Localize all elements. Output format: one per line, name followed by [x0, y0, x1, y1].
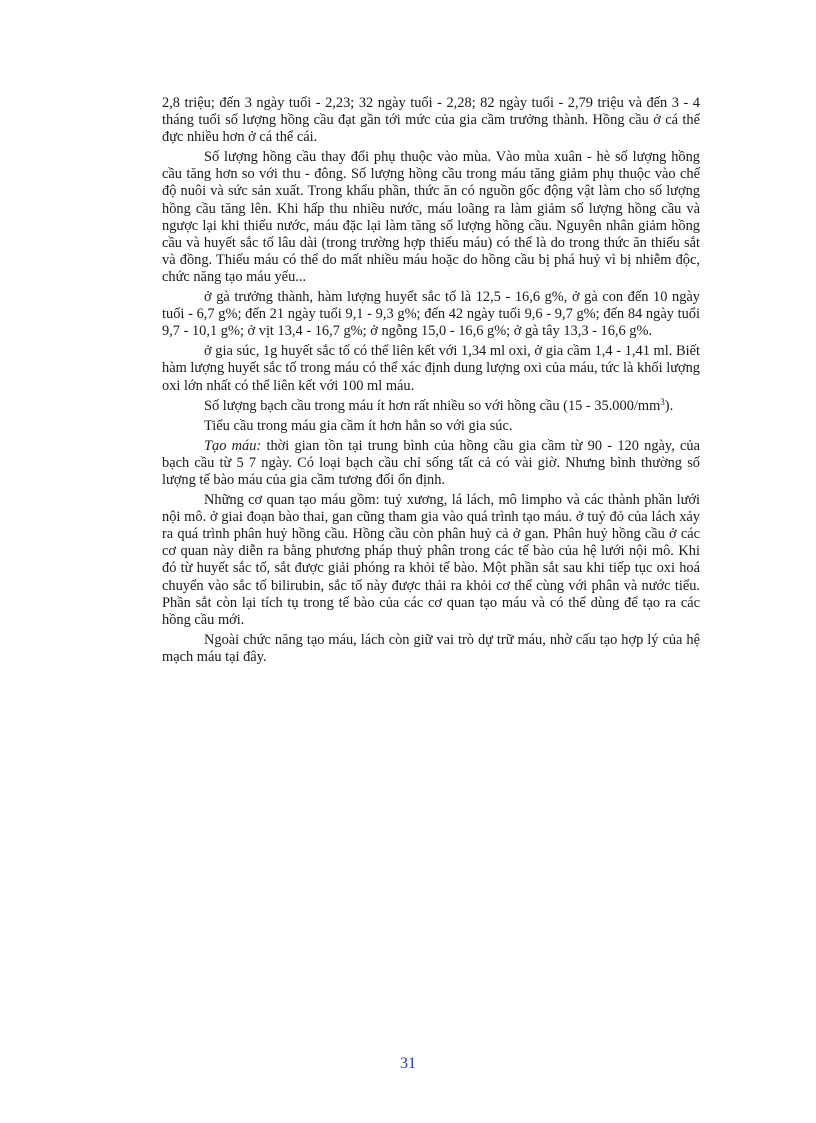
paragraph-continuation: 2,8 triệu; đến 3 ngày tuổi - 2,23; 32 ngày tuổi - 2,28; 82 ngày tuổi - 2,79 triệu và đến 3 - 4 tháng tuổi số lượng hồng cầu đạt gần tới mức của gia cầm trưởng thành. Hồng cầu ở cá thể đực nhiều hơn ở cá thể cái. [162, 95, 700, 146]
body-text [162, 95, 700, 666]
white-cells-text: Số lượng bạch cầu trong máu ít hơn rất nhiều so với hồng cầu (15 - 35.000/mm [204, 397, 661, 414]
white-cells-tail: ). [664, 397, 674, 414]
hematopoiesis-lead-term: Tạo máu: [204, 437, 262, 454]
superscript-cubed: 3 [660, 396, 665, 407]
paragraph-seasonal-variation: Số lượng hồng cầu thay đổi phụ thuộc vào mùa. Vào mùa xuân - hè số lượng hồng cầu tăng hơn so với thu - đông. Số lượng hồng cầu trong máu tăng giảm phụ thuộc vào chế độ nuôi và sức sản xuất. Trong khẩu phần, thức ăn có nguồn gốc động vật làm cho số lượng hồng cầu tăng lên. Khi hấp thu nhiều nước, máu loãng ra làm giảm số lượng hồng cầu và ngược lại khi thiếu nước, máu đặc lại làm tăng số lượng hồng cầu. Nguyên nhân giảm hồng cầu và huyết sắc tố lâu dài (trong trường hợp thiếu máu) có thể là do trong thức ăn thiếu sắt và đồng. Thiếu máu có thể do mất nhiều máu hoặc do hồng cầu bị phá huỷ vì bị nhiễm độc, chức năng tạo máu yếu... [162, 149, 700, 285]
paragraph-white-cells [162, 398, 700, 415]
paragraph-oxygen-capacity: ở gia súc, 1g huyết sắc tố có thể liên kết với 1,34 ml oxi, ở gia cầm 1,4 - 1,41 ml. Biết hàm lượng huyết sắc tố trong máu có thể xác định dung lượng oxi của máu, tức là khối lượng oxi lớn nhất có thể liên kết với 100 ml máu. [162, 343, 700, 394]
paragraph-spleen-reserve: Ngoài chức năng tạo máu, lách còn giữ vai trò dự trữ máu, nhờ cấu tạo hợp lý của hệ mạch máu tại đây. [162, 631, 700, 665]
hematopoiesis-text: thời gian tồn tại trung bình của hồng cầu gia cầm từ 90 - 120 ngày, của bạch cầu từ 5 7 ngày. Có loại bạch cầu chỉ sống tất cả có vài giờ. Nhưng bình thường số lượng tế bào máu của gia cầm tương đối ổn định. [162, 437, 700, 488]
paragraph-platelets: Tiểu cầu trong máu gia cầm ít hơn hẳn so với gia súc. [204, 417, 513, 434]
page-number: 31 [400, 1055, 416, 1072]
paragraph-hematopoiesis [162, 438, 700, 489]
paragraph-blood-organs: Những cơ quan tạo máu gồm: tuỷ xương, lá lách, mô limpho và các thành phần lưới nội mô. ở giai đoạn bào thai, gan cũng tham gia vào quá trình tạo máu. ở tuỷ đỏ của lách xảy ra quá trình phân huỷ hồng cầu. Hồng cầu còn phân huỷ cả ở gan. Phân huỷ hồng cầu ở các cơ quan này diễn ra bằng phương pháp thuỷ phân trong các tế bào của hệ lưới nội mô. Khi đó từ huyết sắc tố, sắt được giải phóng ra khỏi tế bào. Một phần sắt sau khi tiếp tục oxi hoá chuyển vào sắc tố bilirubin, sắc tố này được thải ra khỏi cơ thể cùng với phân và nước tiểu. Phần sắt còn lại tích tụ trong tế bào của các cơ quan tạo máu và có thể dùng để tạo ra các hồng cầu mới. [162, 492, 700, 628]
paragraph-hemoglobin-levels: ở gà trưởng thành, hàm lượng huyết sắc tố là 12,5 - 16,6 g%, ở gà con đến 10 ngày tuổi - 6,7 g%; đến 21 ngày tuổi 9,1 - 9,3 g%; đến 42 ngày tuổi 9,6 - 9,7 g%; đến 84 ngày tuổi 9,7 - 10,1 g%; ở vịt 13,4 - 16,7 g%; ở ngỗng 15,0 - 16,6 g%; ở gà tây 13,3 - 16,6 g%. [162, 289, 700, 340]
